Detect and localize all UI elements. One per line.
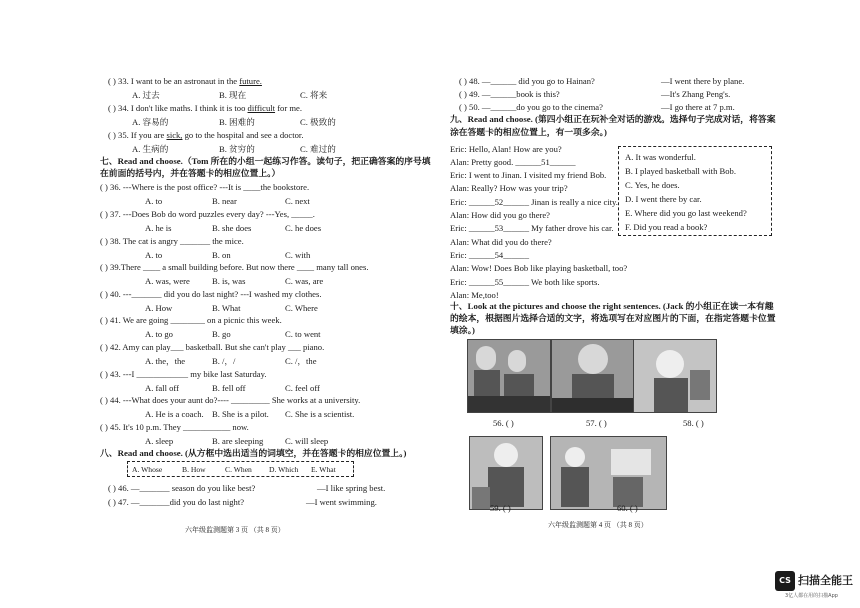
q35-option-c: C. 难过的 xyxy=(300,144,336,154)
q41-option-c: C. to went xyxy=(285,329,321,339)
question-37: ( ) 37. ---Does Bob do word puzzles every day? ---Yes, _____. xyxy=(100,209,315,219)
picture-60 xyxy=(550,436,667,510)
q40-option-a: A. How xyxy=(145,303,173,313)
q44-option-a: A. He is a coach. xyxy=(145,409,204,419)
q43-option-c: C. feel off xyxy=(285,383,320,393)
dialog-line-8: Alan: What did you do there? xyxy=(450,237,552,247)
caption-59: 59. ( ) xyxy=(490,503,511,513)
q38-option-a: A. to xyxy=(145,250,163,260)
dialog-line-12: Alan: Me,too! xyxy=(450,290,499,300)
picture-58 xyxy=(633,339,717,413)
option-b: B. I played basketball with Bob. xyxy=(625,166,736,176)
q35-option-a: A. 生病的 xyxy=(132,144,169,154)
section-10-heading-line3: 填涂。) xyxy=(450,325,475,335)
question-46: ( ) 46. —_______ season do you like best? xyxy=(108,483,256,493)
question-35: ( ) 35. If you are sick, go to the hospital and see a doctor. xyxy=(108,130,304,140)
dialog-line-3: Eric: I went to Jinan. I visited my friend Bob. xyxy=(450,170,607,180)
section-7-heading-line2: 在前面的括号内，并在答题卡的相应位置上。） xyxy=(100,168,281,178)
section-9-heading: 九、Read and choose. (第四小组正在玩补全对话的游戏。选择句子完成对话，将答案 xyxy=(450,114,776,124)
question-40: ( ) 40. ---_______ did you do last night? ---I washed my clothes. xyxy=(100,289,322,299)
dialog-line-6: Alan: How did you go there? xyxy=(450,210,550,220)
dialog-line-10: Alan: Wow! Does Bob like playing basketball, too? xyxy=(450,263,628,273)
q44-option-c: C. She is a scientist. xyxy=(285,409,355,419)
q38-option-b: B. on xyxy=(212,250,231,260)
q36-option-a: A. to xyxy=(145,196,163,206)
q37-option-a: A. he is xyxy=(145,223,172,233)
question-34: ( ) 34. I don't like maths. I think it is too difficult for me. xyxy=(108,103,303,113)
caption-57: 57. ( ) xyxy=(586,418,607,428)
q36-option-b: B. near xyxy=(212,196,237,206)
q33-option-c: C. 将来 xyxy=(300,90,328,100)
section-10-heading-line2: 的绘本，根据图片选择合适的文字，将选项写在对应图片的下面，在指定答题卡位置 xyxy=(450,313,776,323)
q34-option-b: B. 困难的 xyxy=(219,117,255,127)
q36-option-c: C. next xyxy=(285,196,310,206)
page-footer-3: 六年级监测题第 3 页 （共 8 页） xyxy=(185,526,285,534)
q41-option-a: A. to go xyxy=(145,329,173,339)
caption-58: 58. ( ) xyxy=(683,418,704,428)
q50-reply: —I go there at 7 p.m. xyxy=(661,102,735,112)
question-49: ( ) 49. —______book is this? xyxy=(459,89,560,99)
q38-option-c: C. with xyxy=(285,250,311,260)
section-10-heading: 十、Look at the pictures and choose the right sentences. (Jack 的小组正在读一本有趣 xyxy=(450,301,774,311)
option-c: C. Yes, he does. xyxy=(625,180,680,190)
dialog-line-7: Eric: ______53______ My father drove his car. xyxy=(450,223,614,233)
q35-option-b: B. 贫穷的 xyxy=(219,144,255,154)
question-43: ( ) 43. ---I ____________ my bike last Saturday. xyxy=(100,369,267,379)
q39-option-c: C. was, are xyxy=(285,276,324,286)
q34-option-c: C. 极致的 xyxy=(300,117,336,127)
q37-option-b: B. she does xyxy=(212,223,252,233)
q33-option-a: A. 过去 xyxy=(132,90,160,100)
camscanner-logo: CS xyxy=(775,571,795,591)
picture-56 xyxy=(467,339,551,413)
word-bank-e: E. What xyxy=(311,465,336,474)
question-41: ( ) 41. We are going ________ on a picnic this week. xyxy=(100,315,282,325)
q39-option-a: A. was, were xyxy=(145,276,190,286)
q40-option-c: C. Where xyxy=(285,303,318,313)
q33-option-b: B. 现在 xyxy=(219,90,247,100)
q45-option-a: A. sleep xyxy=(145,436,174,446)
q40-option-b: B. What xyxy=(212,303,241,313)
section-7-heading: 七、Read and choose.（Tom 所在的小组一起练习作答。读句子，把正确答案的序号填 xyxy=(100,156,431,166)
dialog-line-1: Eric: Hello, Alan! How are you? xyxy=(450,144,562,154)
word-bank-a: A. Whose xyxy=(132,465,163,474)
dialog-line-5: Eric: ______52______ Jinan is really a nice city. xyxy=(450,197,618,207)
question-47: ( ) 47. —_______did you do last night? xyxy=(108,497,245,507)
question-50: ( ) 50. —______do you go to the cinema? xyxy=(459,102,603,112)
q44-option-b: B. She is a pilot. xyxy=(212,409,269,419)
dialog-line-4: Alan: Really? How was your trip? xyxy=(450,183,568,193)
q46-reply: —I like spring best. xyxy=(317,483,386,493)
caption-60: 60. ( ) xyxy=(617,503,638,513)
dialog-line-2: Alan: Pretty good. ______51______ xyxy=(450,157,576,167)
dialog-line-11: Eric: ______55______ We both like sports. xyxy=(450,277,600,287)
question-38: ( ) 38. The cat is angry _______ the mice. xyxy=(100,236,244,246)
word-bank-b: B. How xyxy=(182,465,206,474)
q48-reply: —I went there by plane. xyxy=(661,76,745,86)
q43-option-b: B. fell off xyxy=(212,383,246,393)
q37-option-c: C. he does xyxy=(285,223,322,233)
dialog-line-9: Eric: ______54______ xyxy=(450,250,530,260)
question-33: ( ) 33. I want to be an astronaut in the future. xyxy=(108,76,262,86)
q41-option-b: B. go xyxy=(212,329,231,339)
option-d: D. I went there by car. xyxy=(625,194,702,204)
word-bank-d: D. Which xyxy=(269,465,299,474)
q39-option-b: B. is, was xyxy=(212,276,246,286)
question-48: ( ) 48. —______ did you go to Hainan? xyxy=(459,76,595,86)
question-42: ( ) 42. Amy can play___ basketball. But she can't play ___ piano. xyxy=(100,342,325,352)
q42-option-b: B. /，/ xyxy=(212,356,236,366)
option-a: A. It was wonderful. xyxy=(625,152,696,162)
q43-option-a: A. fall off xyxy=(145,383,179,393)
question-39: ( ) 39.There ____ a small building before. But now there ____ many tall ones. xyxy=(100,262,369,272)
q45-option-c: C. will sleep xyxy=(285,436,329,446)
page-footer-4: 六年级监测题第 4 页 （共 8 页） xyxy=(548,521,648,529)
right-page xyxy=(430,0,860,608)
section-8-heading: 八、Read and choose. (从方框中选出适当的词填空，并在答题卡的相应位置上。) xyxy=(100,448,407,458)
q42-option-c: C. /，the xyxy=(285,356,317,366)
q42-option-a: A. the，the xyxy=(145,356,186,366)
q34-option-a: A. 容易的 xyxy=(132,117,169,127)
q47-reply: —I went swimming. xyxy=(306,497,377,507)
camscanner-name: 扫描全能王 xyxy=(798,574,853,587)
option-f: F. Did you read a book? xyxy=(625,222,708,232)
option-e: E. Where did you go last weekend? xyxy=(625,208,747,218)
question-36: ( ) 36. ---Where is the post office? ---It is ____the bookstore. xyxy=(100,182,310,192)
q45-option-b: B. are sleeping xyxy=(212,436,264,446)
camscanner-tagline: 3亿人都在用的扫描App xyxy=(785,593,838,599)
picture-57 xyxy=(551,339,635,413)
picture-59 xyxy=(469,436,543,510)
q49-reply: —It's Zhang Peng's. xyxy=(661,89,731,99)
word-bank-c: C. When xyxy=(225,465,252,474)
caption-56: 56. ( ) xyxy=(493,418,514,428)
question-45: ( ) 45. It's 10 p.m. They ___________ now. xyxy=(100,422,249,432)
question-44: ( ) 44. ---What does your aunt do?---- _________ She works at a university. xyxy=(100,395,361,405)
section-9-heading-line2: 涂在答题卡的相应位置上，有一项多余。) xyxy=(450,127,607,137)
